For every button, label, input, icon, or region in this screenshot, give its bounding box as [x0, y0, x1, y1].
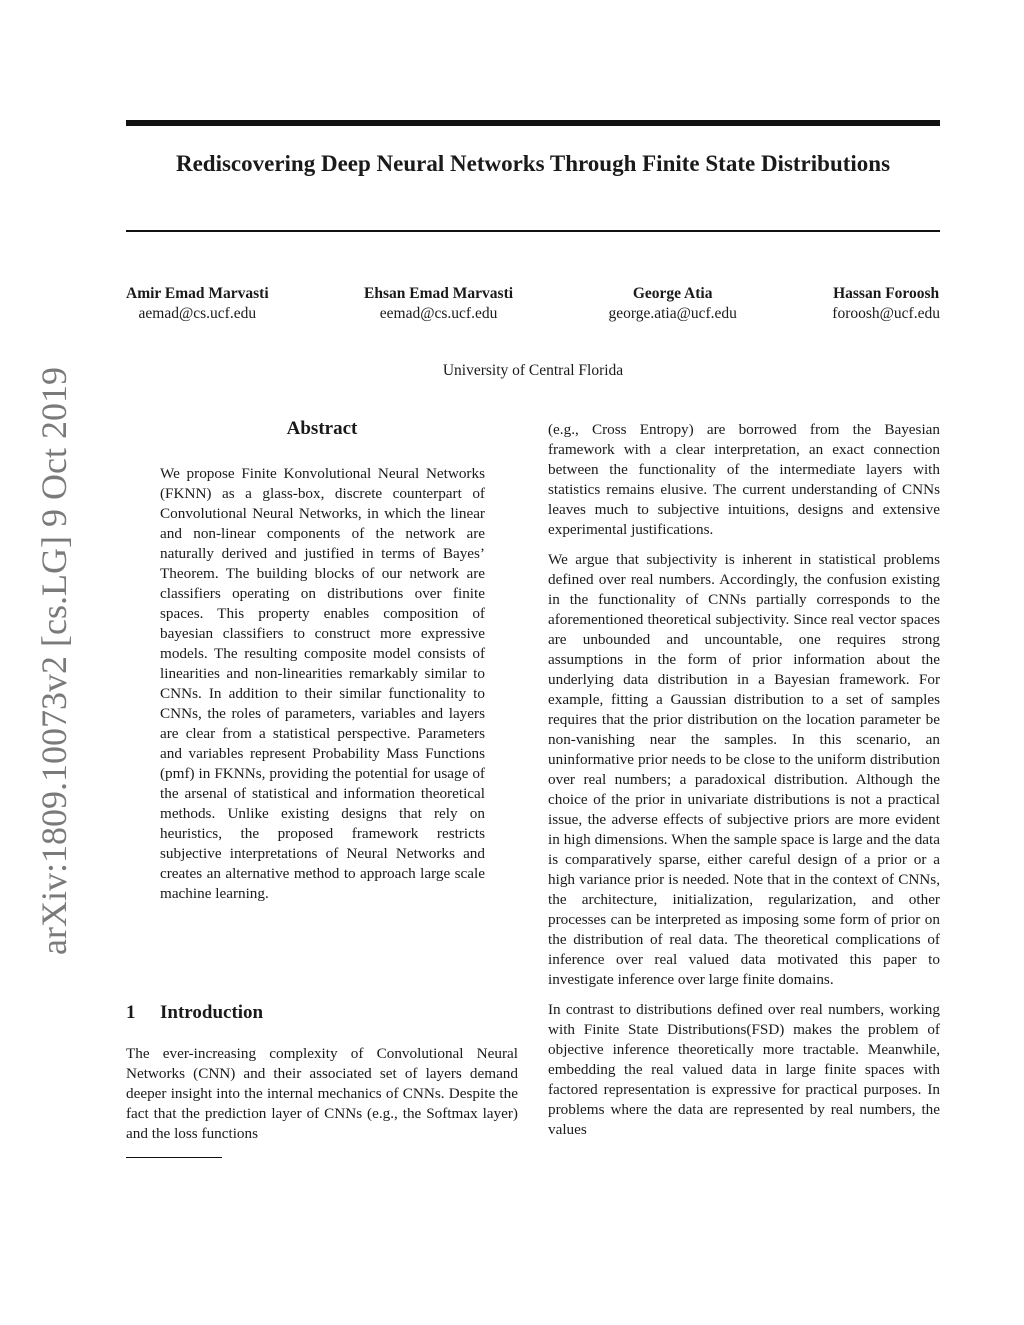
author-block [126, 284, 269, 324]
introduction-paragraph-left: The ever-increasing complexity of Convolutional Neural Networks (CNN) and their associated set of layers demand deeper insight into the internal mechanics of CNNs. Despite the fact that the prediction layer of CNNs (e.g., the Softmax layer) and the loss functions [126, 1045, 518, 1142]
author-block [608, 284, 736, 324]
author-name: Ehsan Emad Marvasti [364, 285, 514, 302]
arxiv-identifier-text: arXiv:1809.10073v2 [cs.LG] 9 Oct 2019 [34, 367, 74, 955]
abstract-heading: Abstract [286, 418, 358, 439]
arxiv-identifier-stamp [34, 365, 74, 957]
abstract-text: We propose Finite Konvolutional Neural Networks (FKNN) as a glass-box, discrete counterpart of Convolutional Neural Networks, in which the linear and non-linear components of the network are naturally derived and justified in terms of Bayes’ Theorem. The building blocks of our network are classifiers operating on distributions over finite spaces. This property enables composition of bayesian classifiers to construct more expressive models. The resulting composite model consists of linearities and non-linearities remarkably similar to CNNs. In addition to their similar functionality to CNNs, the roles of parameters, variables and layers are clear from a statistical perspective. Parameters and variables represent Probability Mass Functions (pmf) in FKNNs, providing the potential for usage of the arsenal of statistical and information theoretical methods. Unlike existing designs that rely on heuristics, the proposed framework restricts subjective interpretations of Neural Networks and creates an alternative method to approach large scale machine learning. [160, 465, 485, 902]
author-email: eemad@cs.ucf.edu [379, 305, 498, 322]
author-block [364, 284, 513, 324]
author-name: Amir Emad Marvasti [126, 285, 269, 302]
body-paragraph: In contrast to distributions defined over real numbers, working with Finite State Distributions(FSD) makes the problem of objective inference theoretically more tractable. Meanwhile, embedding the real valued data in large finite spaces with factored representation is expressive for practical purposes. In problems where the data are represented by real numbers, the values [548, 1001, 940, 1138]
body-paragraph: (e.g., Cross Entropy) are borrowed from the Bayesian framework with a clear interpretation, an exact connection between the functionality of the intermediate layers with statistics remains elusive. The current understanding of CNNs leaves much to subjective intuitions, designs and extensive experimental justifications. [548, 421, 940, 538]
affiliation: University of Central Florida [442, 362, 624, 379]
body-paragraph: We argue that subjectivity is inherent in statistical problems defined over real numbers. Accordingly, the confusion existing in the functionality of CNNs partially corresponds to the aforementioned theoretical subjectivity. Since real vector spaces are unbounded and uncountable, one requires strong assumptions in the form of prior information about the underlying data distribution in a Bayesian framework. For example, fitting a Gaussian distribution to a set of samples requires that the prior distribution on the location parameter be non-vanishing near the samples. In this scenario, an uninformative prior needs to be close to the uniform distribution over real numbers; a paradoxical distribution. Although the choice of the prior in univariate distributions is not a practical issue, the adverse effects of subjective priors are more evident in high dimensions. When the sample space is large and the data is comparatively sparse, either careful design of a prior or a high variance prior is needed. Note that in the context of CNNs, the architecture, initialization, regularization, and other processes can be interpreted as imposing some form of prior on the distribution of real data. The theoretical complications of inference over real valued data motivated this paper to investigate inference over large finite domains. [548, 551, 940, 988]
author-email: aemad@cs.ucf.edu [138, 305, 257, 322]
author-name: Hassan Foroosh [833, 285, 940, 302]
author-email: george.atia@ucf.edu [608, 305, 737, 322]
footnote-rule [126, 1157, 222, 1158]
section-heading-introduction [126, 1002, 518, 1024]
paper-title: Rediscovering Deep Neural Networks Through Finite State Distributions [175, 151, 891, 176]
author-block [832, 284, 940, 324]
section-title: Introduction [160, 1002, 264, 1023]
right-column [548, 420, 940, 1150]
author-email: foroosh@ucf.edu [832, 305, 940, 322]
section-number: 1 [126, 1002, 136, 1023]
author-name: George Atia [632, 285, 713, 302]
title-bottom-rule [126, 230, 940, 232]
title-top-rule [126, 120, 940, 126]
author-list [126, 284, 940, 324]
